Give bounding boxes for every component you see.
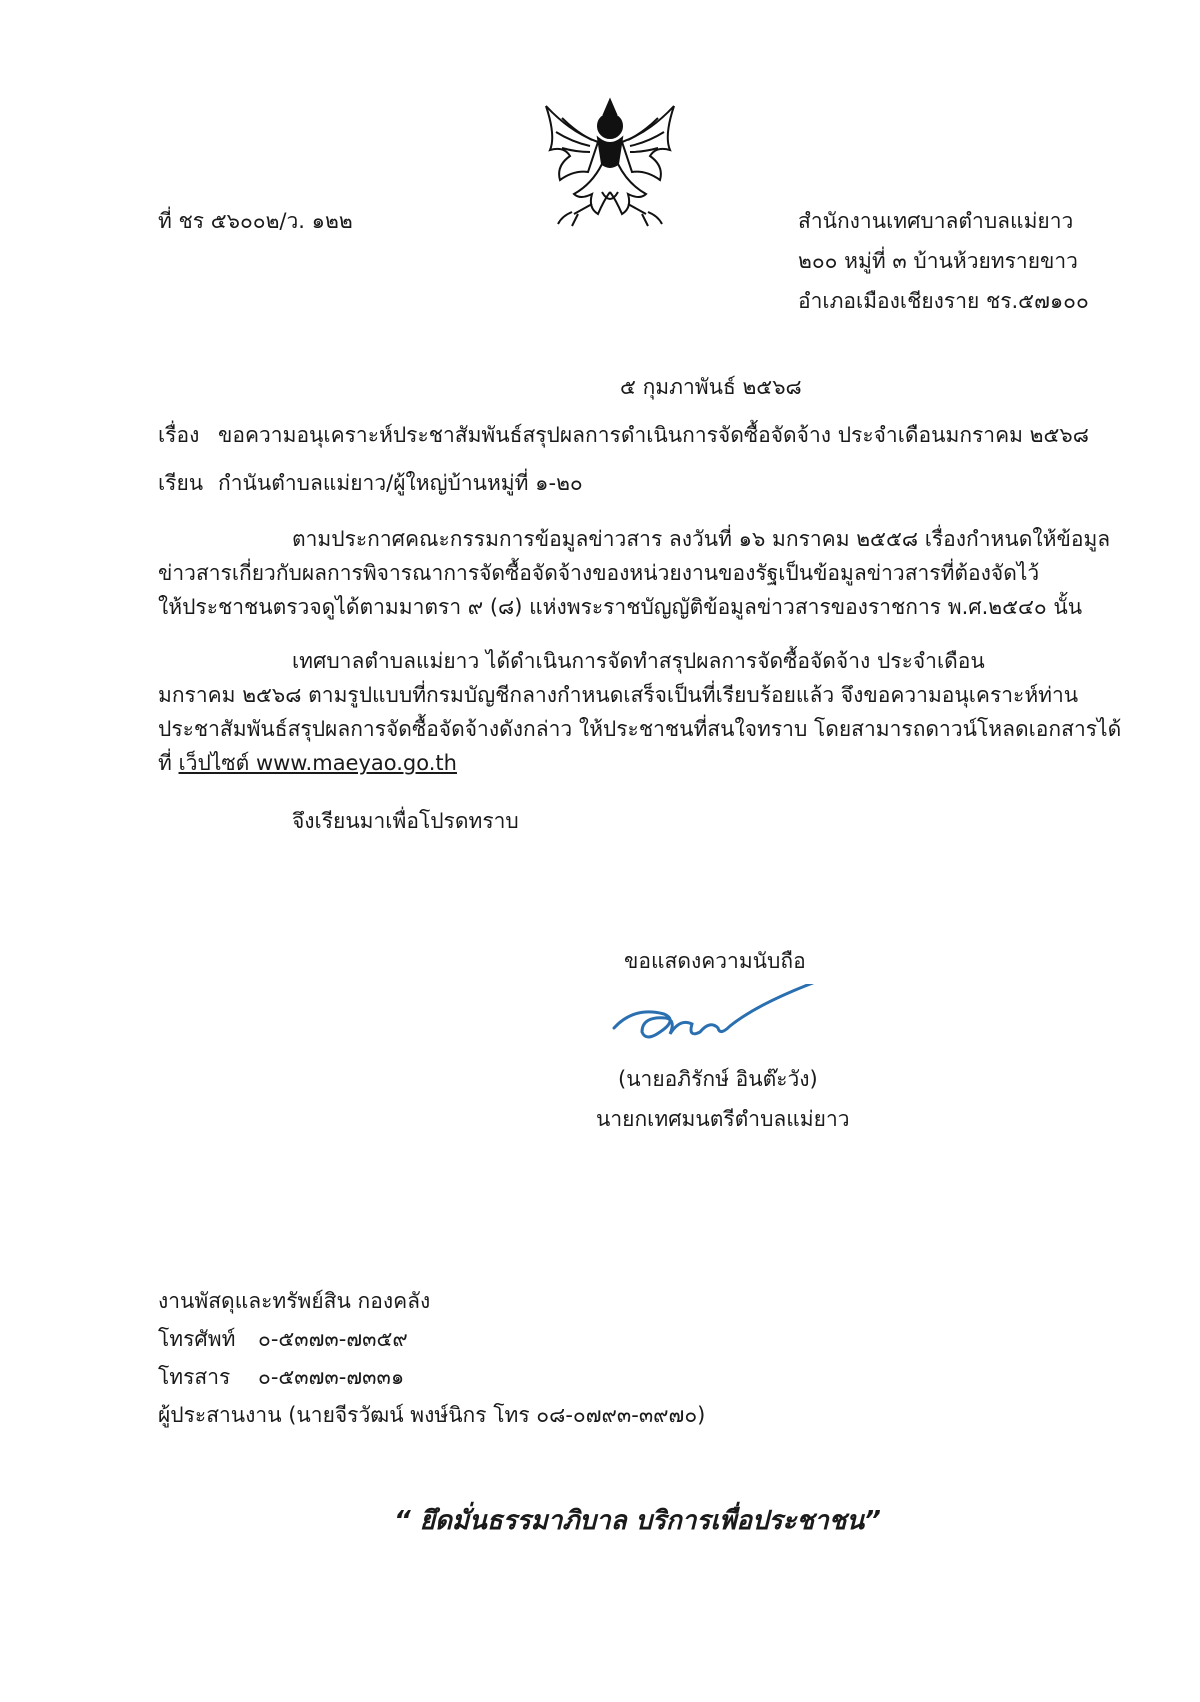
phone-number: ๐-๕๓๗๓-๗๓๕๙ xyxy=(258,1327,408,1351)
subject-label: เรื่อง xyxy=(158,423,200,447)
reference-number: ที่ ชร ๕๖๐๐๒/ว. ๑๒๒ xyxy=(158,209,353,233)
signer-name: (นายอภิรักษ์ อินต๊ะวัง) xyxy=(618,1067,818,1091)
fax-label: โทรสาร xyxy=(158,1365,231,1389)
handwritten-signature-icon xyxy=(608,984,848,1060)
paragraph-2-line: ประชาสัมพันธ์สรุปผลการจัดซื้อจัดจ้างดังกล่าว ให้ประชาชนที่สนใจทราบ โดยสามารถดาวน์โหลดเอกสารได้ xyxy=(158,717,1122,741)
paragraph-1-line: ให้ประชาชนตรวจดูได้ตามมาตรา ๙ (๘) แห่งพระราชบัญญัติข้อมูลข่าวสารของราชการ พ.ศ.๒๕๔๐ นั้น xyxy=(158,595,1083,619)
body-paragraph-2 xyxy=(158,644,1122,780)
department: งานพัสดุและทรัพย์สิน กองคลัง xyxy=(158,1289,431,1313)
office-name: สำนักงานเทศบาลตำบลแม่ยาว xyxy=(798,209,1074,233)
office-address-line-1: ๒๐๐ หมู่ที่ ๓ บ้านห้วยทรายขาว xyxy=(798,249,1078,273)
fax-number: ๐-๕๓๗๓-๗๓๓๑ xyxy=(258,1365,405,1389)
body-paragraph-1 xyxy=(158,522,1111,624)
motto: “ ยึดมั่นธรรมาภิบาล บริการเพื่อประชาชน” xyxy=(394,1506,881,1536)
link-prefix: ที่ xyxy=(158,751,179,775)
paragraph-1-line: ข่าวสารเกี่ยวกับผลการพิจารณาการจัดซื้อจัดจ้างของหน่วยงานของรัฐเป็นข้อมูลข่าวสารที่ต้องจัดไว้ xyxy=(158,561,1040,585)
subject-text: ขอความอนุเคราะห์ประชาสัมพันธ์สรุปผลการดำเนินการจัดซื้อจัดจ้าง ประจำเดือนมกราคม ๒๕๖๘ xyxy=(218,423,1089,447)
salutation: ขอแสดงความนับถือ xyxy=(624,949,806,973)
paragraph-2-line: มกราคม ๒๕๖๘ ตามรูปแบบที่กรมบัญชีกลางกำหนดเสร็จเป็นที่เรียบร้อยแล้ว จึงขอความอนุเคราะห์ท่าน xyxy=(158,683,1079,707)
signer-position: นายกเทศมนตรีตำบลแม่ยาว xyxy=(596,1107,850,1131)
recipient-text: กำนันตำบลแม่ยาว/ผู้ใหญ่บ้านหมู่ที่ ๑-๒๐ xyxy=(218,471,583,495)
paragraph-2-line: เทศบาลตำบลแม่ยาว ได้ดำเนินการจัดทำสรุปผลการจัดซื้อจัดจ้าง ประจำเดือน xyxy=(292,649,985,673)
paragraph-2-line xyxy=(158,746,1082,780)
office-address-line-2: อำเภอเมืองเชียงราย ชร.๕๗๑๐๐ xyxy=(798,289,1089,313)
paragraph-1-line: ตามประกาศคณะกรรมการข้อมูลข่าวสาร ลงวันที่ ๑๖ มกราคม ๒๕๕๘ เรื่องกำหนดให้ข้อมูล xyxy=(292,527,1111,551)
closing-line: จึงเรียนมาเพื่อโปรดทราบ xyxy=(292,809,519,833)
garuda-emblem-icon xyxy=(532,92,688,232)
website-link[interactable]: เว็ปไซต์ www.maeyao.go.th xyxy=(178,751,457,775)
recipient-label: เรียน xyxy=(158,471,204,495)
phone-label: โทรศัพท์ xyxy=(158,1327,236,1351)
letter-date: ๕ กุมภาพันธ์ ๒๕๖๘ xyxy=(620,375,802,399)
coordinator: ผู้ประสานงาน (นายจีรวัฒน์ พงษ์นิกร โทร ๐๘-๐๗๙๓-๓๙๗๐) xyxy=(158,1403,706,1427)
